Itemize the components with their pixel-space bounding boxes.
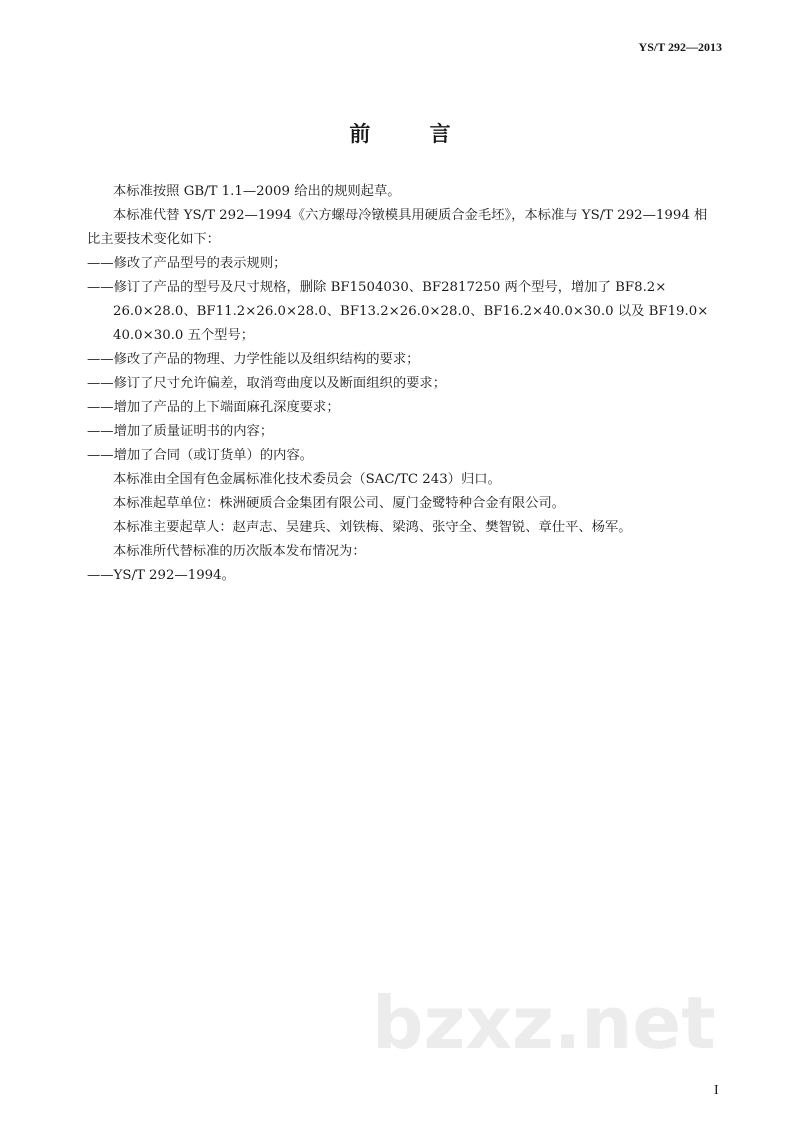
page-number: I bbox=[714, 1083, 719, 1098]
list-item: ——修改了产品型号的表示规则； bbox=[87, 256, 287, 271]
list-item: ——修订了产品的型号及尺寸规格，删除 BF1504030、BF2817250 两个型号，增加了 BF8.2× bbox=[87, 280, 667, 295]
paragraph-line: 本标准由全国有色金属标准化技术委员会（SAC/TC 243）归口。 bbox=[113, 472, 501, 487]
paragraph-line: 本标准主要起草人：赵声志、吴建兵、刘铁梅、梁鸿、张守全、樊智锐、章仕平、杨军。 bbox=[113, 520, 632, 535]
list-item: ——YS/T 292—1994。 bbox=[87, 568, 235, 583]
paragraph-line: 比主要技术变化如下： bbox=[87, 232, 220, 247]
paragraph-line: 本标准所代替标准的历次版本发布情况为： bbox=[113, 544, 366, 559]
paragraph-line: 本标准起草单位：株洲硬质合金集团有限公司、厦门金鹭特种合金有限公司。 bbox=[113, 496, 566, 511]
list-item: ——修订了尺寸允许偏差，取消弯曲度以及断面组织的要求； bbox=[87, 376, 447, 391]
watermark: bzxz.net bbox=[372, 981, 716, 1065]
list-item-continuation: 40.0×30.0 五个型号； bbox=[113, 328, 255, 343]
list-item: ——增加了产品的上下端面麻孔深度要求； bbox=[87, 400, 340, 415]
list-item: ——增加了合同（或订货单）的内容。 bbox=[87, 448, 314, 463]
page-title: 前 言 bbox=[349, 121, 477, 146]
list-item: ——增加了质量证明书的内容； bbox=[87, 424, 274, 439]
standard-number-header: YS/T 292—2013 bbox=[638, 40, 722, 54]
paragraph-line: 本标准代替 YS/T 292—1994《六方螺母冷镦模具用硬质合金毛坯》，本标准与 YS/T 292—1994 相 bbox=[113, 208, 708, 223]
list-item: ——修改了产品的物理、力学性能以及组织结构的要求； bbox=[87, 352, 420, 367]
list-item-continuation: 26.0×28.0、BF11.2×26.0×28.0、BF13.2×26.0×28.0、BF16.2×40.0×30.0 以及 BF19.0× bbox=[113, 304, 709, 319]
foreword-body bbox=[87, 180, 717, 588]
paragraph-line: 本标准按照 GB/T 1.1—2009 给出的规则起草。 bbox=[113, 184, 401, 199]
